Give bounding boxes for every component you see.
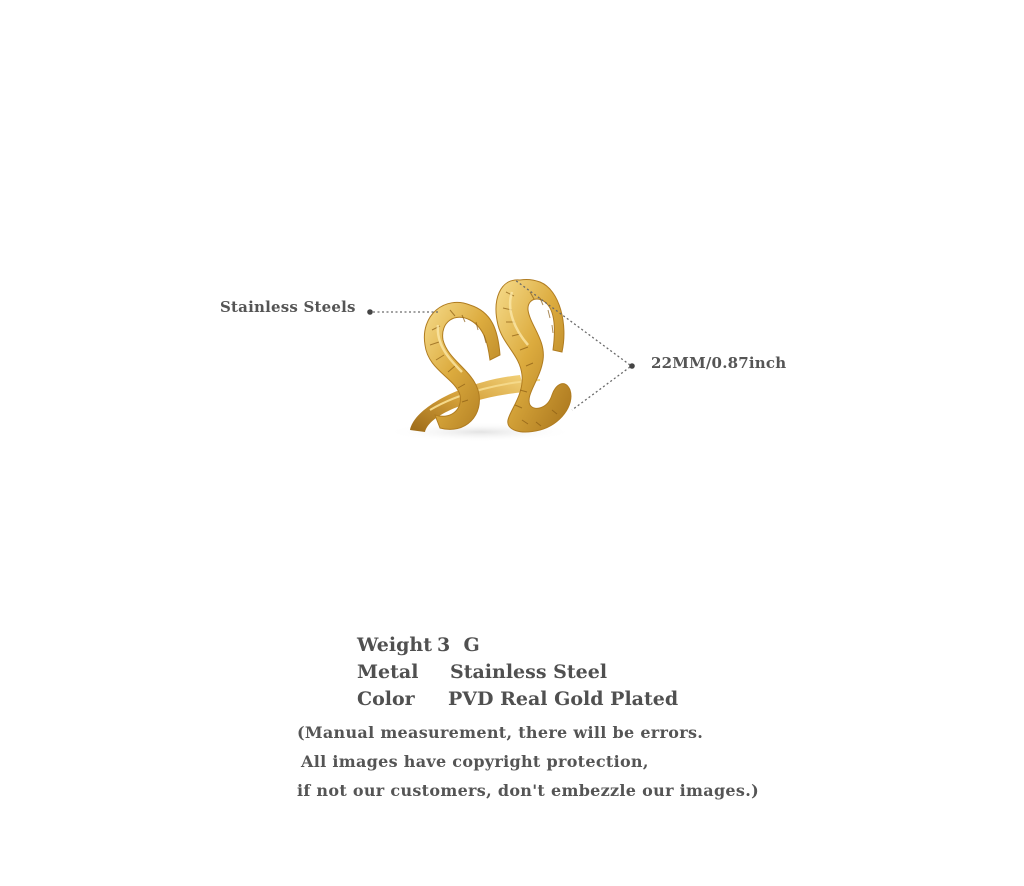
spec-metal-value: Stainless Steel xyxy=(450,661,608,683)
material-callout-label: Stainless Steels xyxy=(220,298,356,316)
disclaimer-line-1: (Manual measurement, there will be errors. xyxy=(297,723,704,742)
spec-color-value: PVD Real Gold Plated xyxy=(448,688,679,710)
disclaimer-notes xyxy=(297,718,759,805)
disclaimer-line-2: All images have copyright protection, xyxy=(301,752,649,771)
spec-weight-label: Weight xyxy=(357,634,432,656)
material-leader-line xyxy=(367,309,440,315)
spec-metal-label: Metal xyxy=(357,661,419,683)
spec-color-label: Color xyxy=(357,688,415,710)
disclaimer-line-3: if not our customers, don't embezzle our images.) xyxy=(297,781,759,800)
size-callout-label: 22MM/0.87inch xyxy=(651,354,787,372)
spec-weight-value: 3 G xyxy=(437,634,480,656)
